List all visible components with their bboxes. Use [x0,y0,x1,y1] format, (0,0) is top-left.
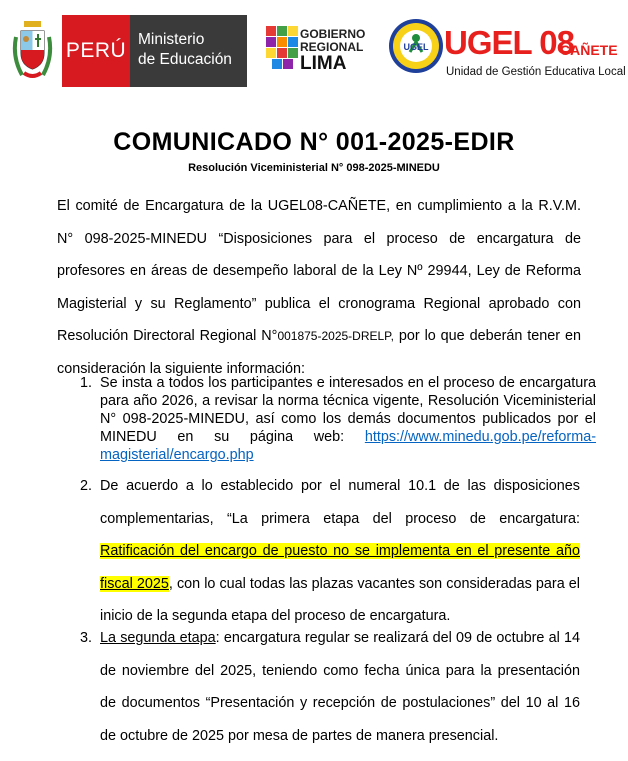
page-subtitle: Resolución Viceministerial N° 098-2025-MINEDU [188,162,440,174]
peru-label: PERÚ [62,15,130,87]
ugel-city: CAÑETE [560,42,618,58]
item-label: La segunda etapa [100,630,216,646]
list-item: Se insta a todos los participantes e interesados en el proceso de encargatura para año 2026, a revisar la norma técnica vigente, Resolución Viceministerial N° 098-2025-MINEDU, así como los demás documentos publicados por el MINEDU en su página web: https://www.minedu.gob.pe/reforma-magisterial/encargo.php [100,375,596,463]
item-number: 1. [80,375,93,391]
gore-logo-icon [266,26,298,70]
ugel-title: UGEL 08 [444,24,574,61]
ugel-subtitle: Unidad de Gestión Educativa Local [446,66,626,78]
ugel-emblem-label: UGEL [403,42,429,52]
intro-paragraph: El comité de Encargatura de la UGEL08-CAÑETE, en cumplimiento a la R.V.M. N° 098-2025-MINEDU “Disposiciones para el proceso de encargatura de profesores en áreas de desempeño laboral de la Ley Nº 29944, Ley de Reforma Magisterial y su Reglamento” publica el cronograma Regional aprobado con Resolución Directoral Regional N°001875-2025-DRELP, por lo que deberán tener en consideración la siguiente información: [57,198,582,377]
resolution-number: 001875-2025-DRELP, [277,329,394,343]
list-item: De acuerdo a lo establecido por el numeral 10.1 de las disposiciones complementarias, “La primera etapa del proceso de encargatura: Ratificación del encargo de puesto no se implementa en el presente año fiscal 2025, con lo cual todas las plazas vacantes son consideradas para el inicio de la segunda etapa del proceso de encargatura. [100,478,580,624]
item-number: 3. [80,630,93,646]
peru-coat-of-arms-icon [10,17,55,83]
page-title: COMUNICADO N° 001-2025-EDIR [113,128,515,156]
highlighted-text: Ratificación del encargo de puesto no se implementa en el presente año fiscal 2025 [100,543,580,592]
item-number: 2. [80,478,93,494]
minedu-link[interactable]: https://www.minedu.gob.pe/reforma-magisterial/encargo.php [100,429,596,463]
list-item: La segunda etapa: encargatura regular se realizará del 09 de octubre al 14 de noviembre del 2025, teniendo como fecha única para la presentación de documentos “Presentación y recepción de postulaciones” del 10 al 16 de octubre de 2025 por mesa de partes de manera presencial. [100,630,581,744]
ministry-name: Ministerio de Educación [138,31,232,68]
gore-name: GOBIERNO REGIONAL LIMA [300,27,366,74]
